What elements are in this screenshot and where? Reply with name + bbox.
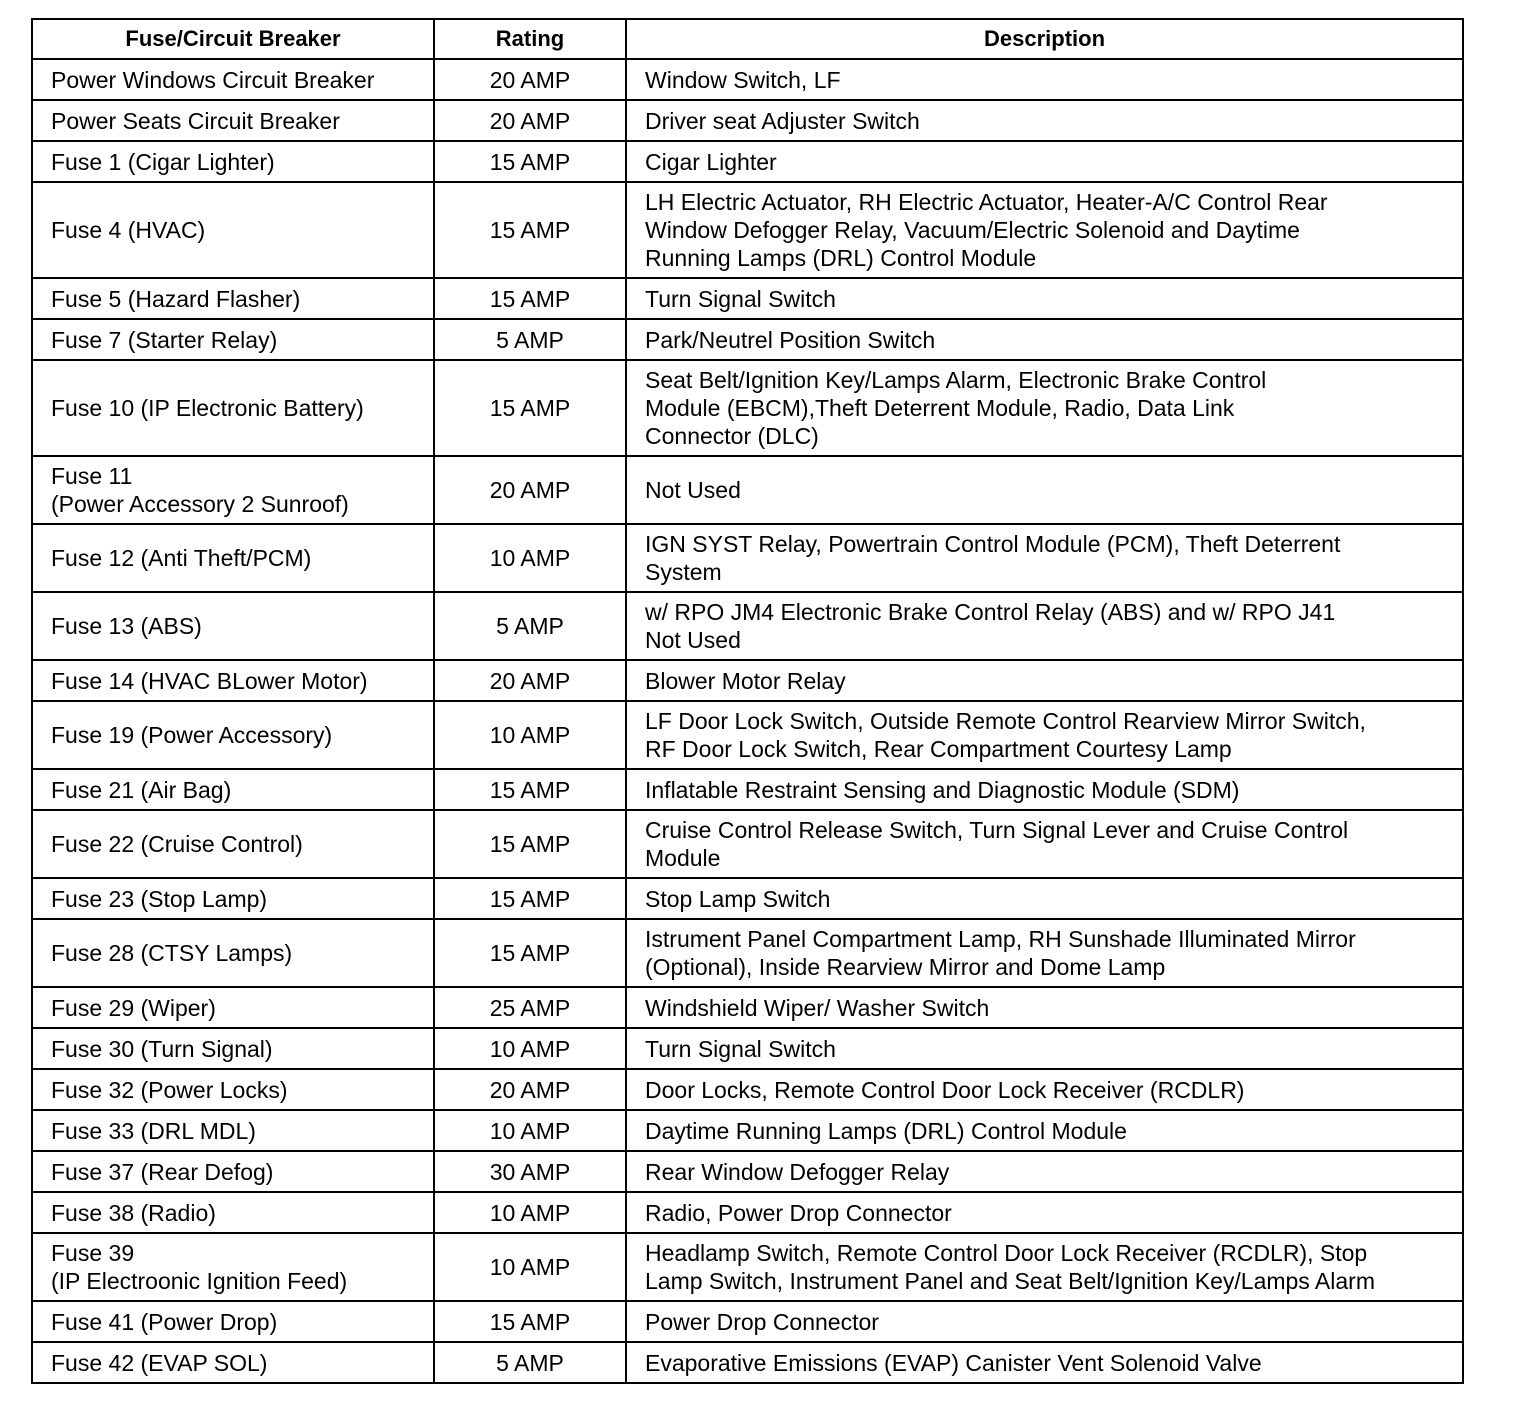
fuse-cell: Fuse 12 (Anti Theft/PCM) — [32, 524, 434, 592]
description-cell: IGN SYST Relay, Powertrain Control Module (PCM), Theft Deterrent System — [626, 524, 1463, 592]
fuse-cell: Fuse 5 (Hazard Flasher) — [32, 278, 434, 319]
fuse-cell: Fuse 19 (Power Accessory) — [32, 701, 434, 769]
description-cell: Rear Window Defogger Relay — [626, 1151, 1463, 1192]
description-cell: Inflatable Restraint Sensing and Diagnostic Module (SDM) — [626, 769, 1463, 810]
description-cell: w/ RPO JM4 Electronic Brake Control Relay (ABS) and w/ RPO J41 Not Used — [626, 592, 1463, 660]
rating-cell: 5 AMP — [434, 592, 626, 660]
fuse-cell: Fuse 10 (IP Electronic Battery) — [32, 360, 434, 456]
description-cell: Blower Motor Relay — [626, 660, 1463, 701]
table-row — [32, 278, 1463, 319]
header-row — [32, 19, 1463, 59]
table-row — [32, 919, 1463, 987]
rating-cell: 10 AMP — [434, 524, 626, 592]
rating-cell: 10 AMP — [434, 1192, 626, 1233]
fuse-cell: Fuse 39 (IP Electroonic Ignition Feed) — [32, 1233, 434, 1301]
description-cell: Cruise Control Release Switch, Turn Signal Lever and Cruise Control Module — [626, 810, 1463, 878]
description-cell: Evaporative Emissions (EVAP) Canister Vent Solenoid Valve — [626, 1342, 1463, 1383]
header-fuse: Fuse/Circuit Breaker — [32, 19, 434, 59]
fuse-cell: Fuse 41 (Power Drop) — [32, 1301, 434, 1342]
rating-cell: 5 AMP — [434, 1342, 626, 1383]
table-row — [32, 59, 1463, 100]
description-cell: Headlamp Switch, Remote Control Door Lock Receiver (RCDLR), Stop Lamp Switch, Instrument Panel and Seat Belt/Ignition Key/Lamps Alarm — [626, 1233, 1463, 1301]
table-row — [32, 701, 1463, 769]
table-row — [32, 141, 1463, 182]
fuse-cell: Fuse 23 (Stop Lamp) — [32, 878, 434, 919]
description-cell: Cigar Lighter — [626, 141, 1463, 182]
table-row — [32, 878, 1463, 919]
rating-cell: 20 AMP — [434, 456, 626, 524]
fuse-cell: Fuse 32 (Power Locks) — [32, 1069, 434, 1110]
description-cell: LH Electric Actuator, RH Electric Actuator, Heater-A/C Control Rear Window Defogger Relay, Vacuum/Electric Solenoid and Daytime Running Lamps (DRL) Control Module — [626, 182, 1463, 278]
fuse-cell: Fuse 22 (Cruise Control) — [32, 810, 434, 878]
rating-cell: 20 AMP — [434, 100, 626, 141]
table-body — [32, 59, 1463, 1383]
description-cell: Turn Signal Switch — [626, 278, 1463, 319]
rating-cell: 15 AMP — [434, 182, 626, 278]
fuse-cell: Fuse 38 (Radio) — [32, 1192, 434, 1233]
fuse-cell: Fuse 4 (HVAC) — [32, 182, 434, 278]
fuse-cell: Fuse 14 (HVAC BLower Motor) — [32, 660, 434, 701]
description-cell: Driver seat Adjuster Switch — [626, 100, 1463, 141]
description-cell: Power Drop Connector — [626, 1301, 1463, 1342]
table-row — [32, 987, 1463, 1028]
fuse-cell: Power Windows Circuit Breaker — [32, 59, 434, 100]
rating-cell: 5 AMP — [434, 319, 626, 360]
description-cell: Turn Signal Switch — [626, 1028, 1463, 1069]
table-row — [32, 810, 1463, 878]
description-cell: Radio, Power Drop Connector — [626, 1192, 1463, 1233]
rating-cell: 20 AMP — [434, 59, 626, 100]
rating-cell: 10 AMP — [434, 1028, 626, 1069]
table-row — [32, 592, 1463, 660]
fuse-cell: Fuse 29 (Wiper) — [32, 987, 434, 1028]
fuse-cell: Power Seats Circuit Breaker — [32, 100, 434, 141]
rating-cell: 10 AMP — [434, 1233, 626, 1301]
fuse-cell: Fuse 30 (Turn Signal) — [32, 1028, 434, 1069]
table-row — [32, 1342, 1463, 1383]
fuse-cell: Fuse 33 (DRL MDL) — [32, 1110, 434, 1151]
table-row — [32, 524, 1463, 592]
table-row — [32, 1028, 1463, 1069]
description-cell: Park/Neutrel Position Switch — [626, 319, 1463, 360]
fuse-table — [31, 18, 1464, 1384]
table-row — [32, 360, 1463, 456]
fuse-cell: Fuse 13 (ABS) — [32, 592, 434, 660]
description-cell: Not Used — [626, 456, 1463, 524]
fuse-cell: Fuse 11 (Power Accessory 2 Sunroof) — [32, 456, 434, 524]
rating-cell: 15 AMP — [434, 919, 626, 987]
table-row — [32, 1069, 1463, 1110]
rating-cell: 20 AMP — [434, 660, 626, 701]
description-cell: Window Switch, LF — [626, 59, 1463, 100]
fuse-cell: Fuse 37 (Rear Defog) — [32, 1151, 434, 1192]
description-cell: Seat Belt/Ignition Key/Lamps Alarm, Electronic Brake Control Module (EBCM),Theft Deterrent Module, Radio, Data Link Connector (DLC) — [626, 360, 1463, 456]
table-row — [32, 1192, 1463, 1233]
description-cell: LF Door Lock Switch, Outside Remote Control Rearview Mirror Switch, RF Door Lock Switch, Rear Compartment Courtesy Lamp — [626, 701, 1463, 769]
table-row — [32, 100, 1463, 141]
table-row — [32, 660, 1463, 701]
header-rating: Rating — [434, 19, 626, 59]
rating-cell: 10 AMP — [434, 1110, 626, 1151]
fuse-cell: Fuse 21 (Air Bag) — [32, 769, 434, 810]
table-row — [32, 1301, 1463, 1342]
table-row — [32, 1151, 1463, 1192]
fuse-cell: Fuse 1 (Cigar Lighter) — [32, 141, 434, 182]
rating-cell: 15 AMP — [434, 278, 626, 319]
description-cell: Stop Lamp Switch — [626, 878, 1463, 919]
description-cell: Daytime Running Lamps (DRL) Control Module — [626, 1110, 1463, 1151]
header-description: Description — [626, 19, 1463, 59]
rating-cell: 15 AMP — [434, 769, 626, 810]
description-cell: Door Locks, Remote Control Door Lock Receiver (RCDLR) — [626, 1069, 1463, 1110]
table-row — [32, 769, 1463, 810]
rating-cell: 20 AMP — [434, 1069, 626, 1110]
fuse-cell: Fuse 28 (CTSY Lamps) — [32, 919, 434, 987]
fuse-cell: Fuse 7 (Starter Relay) — [32, 319, 434, 360]
table-row — [32, 319, 1463, 360]
rating-cell: 15 AMP — [434, 878, 626, 919]
rating-cell: 15 AMP — [434, 360, 626, 456]
rating-cell: 10 AMP — [434, 701, 626, 769]
table-row — [32, 182, 1463, 278]
rating-cell: 15 AMP — [434, 810, 626, 878]
table-row — [32, 456, 1463, 524]
rating-cell: 30 AMP — [434, 1151, 626, 1192]
table-row — [32, 1233, 1463, 1301]
description-cell: Istrument Panel Compartment Lamp, RH Sunshade Illuminated Mirror (Optional), Inside Rearview Mirror and Dome Lamp — [626, 919, 1463, 987]
rating-cell: 15 AMP — [434, 141, 626, 182]
description-cell: Windshield Wiper/ Washer Switch — [626, 987, 1463, 1028]
fuse-cell: Fuse 42 (EVAP SOL) — [32, 1342, 434, 1383]
table-row — [32, 1110, 1463, 1151]
rating-cell: 25 AMP — [434, 987, 626, 1028]
rating-cell: 15 AMP — [434, 1301, 626, 1342]
